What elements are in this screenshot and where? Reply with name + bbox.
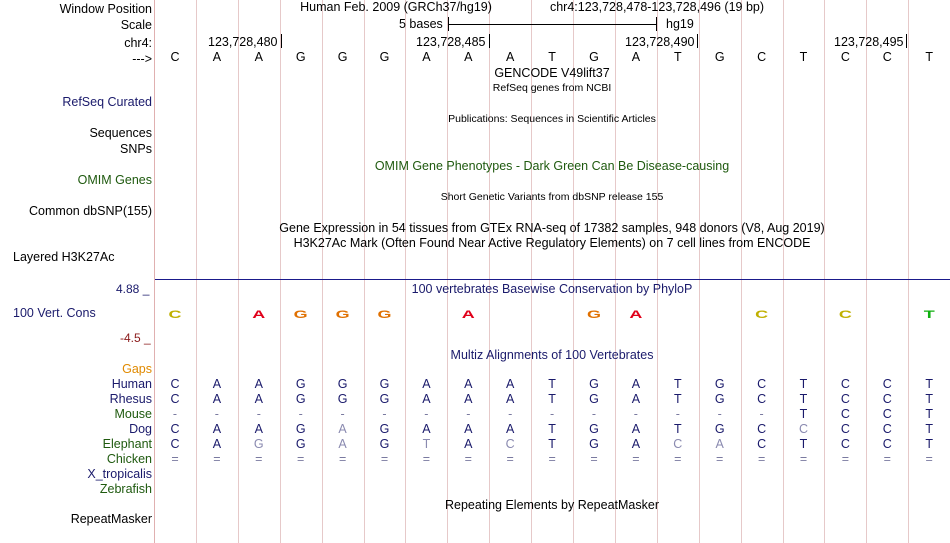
alignment-base: A <box>254 392 263 406</box>
sequences-label[interactable]: Sequences <box>89 126 152 140</box>
alignment-base: A <box>254 377 263 391</box>
ruler-tick-4 <box>906 34 907 48</box>
publications-track-title[interactable]: Publications: Sequences in Scientific Articles <box>448 113 656 125</box>
alignment-base: T <box>422 437 431 451</box>
assembly-text: Human Feb. 2009 (GRCh37/hg19) <box>300 0 492 14</box>
logo-letter: A <box>461 308 475 321</box>
scale-bar-left-tick <box>448 17 449 31</box>
alignment-base: A <box>212 437 222 451</box>
logo-letter: G <box>586 308 602 321</box>
alignment-base: C <box>170 392 180 406</box>
alignment-base: C <box>840 437 850 451</box>
alignment-base: T <box>673 392 682 406</box>
alignment-base: - <box>214 407 219 421</box>
window-position-label: Window Position <box>59 2 152 16</box>
grid-line <box>783 0 784 543</box>
alignment-base: = <box>464 452 472 466</box>
alignment-base: C <box>798 422 809 436</box>
logo-letter: T <box>923 308 935 321</box>
alignment-base: A <box>422 392 431 406</box>
alignment-base: G <box>379 392 390 406</box>
alignment-base: G <box>379 422 390 436</box>
alignment-base: - <box>675 407 680 421</box>
alignment-base: G <box>379 377 390 391</box>
alignment-base: G <box>337 377 348 391</box>
alignment-base: T <box>925 437 934 451</box>
alignment-base: C <box>170 377 180 391</box>
grid-line <box>238 0 239 543</box>
alignment-base: G <box>379 437 390 451</box>
alignment-base: G <box>295 437 306 451</box>
logo-letter: A <box>629 308 643 321</box>
alignment-base: = <box>757 452 766 466</box>
alignment-base: A <box>631 422 641 436</box>
base-letter: G <box>337 50 348 64</box>
grid-line <box>447 0 448 543</box>
alignment-base: C <box>757 422 767 436</box>
cons-max-label: 4.88 _ <box>116 282 150 296</box>
grid-line <box>824 0 825 543</box>
chrom-label: chr4: <box>124 36 152 50</box>
alignment-base: C <box>505 437 515 451</box>
alignment-base: T <box>799 437 808 451</box>
alignment-base: C <box>757 392 767 406</box>
alignment-base: G <box>714 422 725 436</box>
ruler-label-3: 123,728,490 <box>625 35 695 49</box>
track-left-border <box>154 0 155 543</box>
alignment-base: A <box>631 377 641 391</box>
alignment-base: G <box>589 377 599 391</box>
base-letter: T <box>799 50 808 64</box>
gencode-track-title[interactable]: GENCODE V49lift37 <box>494 66 610 80</box>
alignment-base: = <box>171 452 179 466</box>
logo-letter: G <box>335 308 350 321</box>
conservation-separator <box>155 279 950 280</box>
alignment-base: = <box>925 452 933 466</box>
alignment-base: = <box>548 452 556 466</box>
alignment-base: A <box>254 422 263 436</box>
species-label[interactable]: Dog <box>129 422 152 436</box>
logo-letter: C <box>755 308 769 321</box>
alignment-base: A <box>464 437 473 451</box>
alignment-base: C <box>757 377 767 391</box>
alignment-base: G <box>714 377 725 391</box>
alignment-base: T <box>799 392 808 406</box>
alignment-base: G <box>295 377 306 391</box>
alignment-base: G <box>295 392 306 406</box>
alignment-base: C <box>840 407 850 421</box>
grid-line <box>615 0 616 543</box>
position-text: chr4:123,728,478-123,728,496 (19 bp) <box>549 0 765 14</box>
grid-line <box>866 0 867 543</box>
species-label[interactable]: Zebrafish <box>99 482 152 496</box>
alignment-base: G <box>714 392 725 406</box>
base-letter: G <box>589 50 599 64</box>
alignment-base: T <box>673 422 682 436</box>
alignment-base: = <box>590 452 598 466</box>
alignment-base: T <box>548 377 556 391</box>
alignment-base: T <box>799 377 808 391</box>
species-label[interactable]: Chicken <box>106 452 152 466</box>
alignment-base: = <box>380 452 389 466</box>
base-letter: A <box>464 50 473 64</box>
grid-line <box>196 0 197 543</box>
alignment-base: C <box>882 407 892 421</box>
multiz-track-title[interactable]: Multiz Alignments of 100 Vertebrates <box>450 348 654 362</box>
grid-line <box>280 0 281 543</box>
alignment-base: T <box>548 437 556 451</box>
base-letter: C <box>757 50 767 64</box>
alignment-base: T <box>799 407 808 421</box>
cons-min-label: -4.5 _ <box>120 331 151 345</box>
alignment-base: A <box>212 377 222 391</box>
alignment-base: T <box>548 422 556 436</box>
alignment-base: = <box>716 452 724 466</box>
common-dbsnp-label[interactable]: Common dbSNP(155) <box>29 204 152 218</box>
alignment-base: - <box>298 407 303 421</box>
logo-letter: G <box>293 308 308 321</box>
db-text: hg19 <box>666 17 694 31</box>
alignment-base: = <box>841 452 850 466</box>
alignment-base: A <box>715 437 724 451</box>
grid-line <box>741 0 742 543</box>
scale-label: Scale <box>120 18 152 32</box>
alignment-base: A <box>422 422 431 436</box>
alignment-base: C <box>840 422 850 436</box>
grid-line <box>322 0 323 543</box>
alignment-base: C <box>882 422 892 436</box>
alignment-base: A <box>631 437 641 451</box>
alignment-base: A <box>212 422 222 436</box>
layered-h3k27ac-label[interactable]: Layered H3K27Ac <box>13 250 115 264</box>
base-letter: C <box>170 50 180 64</box>
alignment-base: T <box>925 377 934 391</box>
grid-line <box>908 0 909 543</box>
species-label[interactable]: Rhesus <box>109 392 152 406</box>
species-label[interactable]: Mouse <box>114 407 152 421</box>
logo-letter: G <box>377 308 392 321</box>
alignment-base: T <box>925 407 934 421</box>
alignment-base: C <box>170 422 180 436</box>
alignment-base: G <box>589 437 599 451</box>
alignment-base: = <box>297 452 305 466</box>
snps-label[interactable]: SNPs <box>120 142 152 156</box>
alignment-base: A <box>506 392 515 406</box>
base-letter: T <box>673 50 682 64</box>
alignment-base: C <box>673 437 683 451</box>
alignment-base: = <box>674 452 682 466</box>
alignment-base: G <box>295 422 306 436</box>
alignment-base: A <box>464 377 473 391</box>
alignment-base: C <box>170 437 180 451</box>
base-letter: A <box>506 50 515 64</box>
ruler-label-4: 123,728,495 <box>834 35 904 49</box>
base-letter: G <box>714 50 725 64</box>
grid-line <box>699 0 700 543</box>
gaps-label[interactable]: Gaps <box>122 362 152 376</box>
refseq-curated-label[interactable]: RefSeq Curated <box>62 95 152 109</box>
repeatmasker-track-title[interactable]: Repeating Elements by RepeatMasker <box>444 498 660 512</box>
alignment-base: = <box>422 452 431 466</box>
ruler-tick-2 <box>489 34 490 48</box>
alignment-base: A <box>338 422 347 436</box>
h3k27ac-track-title[interactable]: H3K27Ac Mark (Often Found Near Active Regulatory Elements) on 7 cell lines from ENCODE <box>293 236 811 250</box>
logo-letter: C <box>168 308 182 321</box>
alignment-base: C <box>840 377 850 391</box>
alignment-base: - <box>340 407 345 421</box>
grid-line <box>405 0 406 543</box>
base-letter: A <box>254 50 263 64</box>
scale-bases-text: 5 bases <box>399 17 443 31</box>
base-letter: T <box>548 50 556 64</box>
scale-bar-right-tick <box>656 17 657 31</box>
alignment-base: - <box>382 407 387 421</box>
species-label[interactable]: X_tropicalis <box>87 467 152 481</box>
alignment-base: - <box>717 407 722 421</box>
base-letter: A <box>212 50 222 64</box>
base-letter: C <box>840 50 850 64</box>
gtex-track-title[interactable]: Gene Expression in 54 tissues from GTEx RNA-seq of 17382 samples, 948 donors (V8, Aug 2019) <box>279 221 825 235</box>
alignment-base: - <box>172 407 178 421</box>
ruler-tick-1 <box>281 34 282 48</box>
scale-bar <box>448 24 656 25</box>
omim-track-title[interactable]: OMIM Gene Phenotypes - Dark Green Can Be Disease-causing <box>374 159 730 173</box>
alignment-base: G <box>589 422 599 436</box>
alignment-base: C <box>882 377 892 391</box>
alignment-base: T <box>925 422 934 436</box>
alignment-base: A <box>506 422 515 436</box>
grid-line <box>657 0 658 543</box>
alignment-base: A <box>422 377 431 391</box>
alignment-base: - <box>466 407 471 421</box>
base-letter: G <box>379 50 390 64</box>
alignment-base: A <box>338 437 347 451</box>
dbsnp-track-title[interactable]: Short Genetic Variants from dbSNP release 155 <box>440 191 664 203</box>
omim-genes-label[interactable]: OMIM Genes <box>77 173 152 187</box>
alignment-base: T <box>548 392 556 406</box>
alignment-base: - <box>256 407 261 421</box>
alignment-base: = <box>213 452 221 466</box>
alignment-base: - <box>633 407 638 421</box>
base-letter: C <box>882 50 892 64</box>
alignment-base: C <box>882 392 892 406</box>
refseq-track-title[interactable]: RefSeq genes from NCBI <box>492 82 612 94</box>
ruler-tick-3 <box>697 34 698 48</box>
alignment-base: C <box>757 437 767 451</box>
species-label[interactable]: Human <box>111 377 152 391</box>
alignment-base: G <box>337 392 348 406</box>
ruler-label-2: 123,728,485 <box>416 35 486 49</box>
alignment-base: T <box>673 377 682 391</box>
vert-cons-label[interactable]: 100 Vert. Cons <box>13 306 96 320</box>
alignment-base: - <box>424 407 429 421</box>
grid-line <box>364 0 365 543</box>
grid-line <box>489 0 490 543</box>
phylop-track-title[interactable]: 100 vertebrates Basewise Conservation by PhyloP <box>411 282 693 296</box>
alignment-base: C <box>882 437 892 451</box>
alignment-base: G <box>589 392 599 406</box>
alignment-base: C <box>840 392 850 406</box>
alignment-base: = <box>799 452 808 466</box>
species-label[interactable]: Elephant <box>102 437 152 451</box>
alignment-base: A <box>506 377 515 391</box>
base-letter: A <box>422 50 431 64</box>
alignment-base: A <box>464 392 473 406</box>
alignment-base: A <box>464 422 473 436</box>
alignment-base: A <box>631 392 641 406</box>
alignment-base: A <box>212 392 222 406</box>
repeatmasker-label[interactable]: RepeatMasker <box>70 512 152 526</box>
alignment-base: - <box>508 407 513 421</box>
base-letter: G <box>295 50 306 64</box>
ruler-label-1: 123,728,480 <box>208 35 278 49</box>
base-letter: T <box>925 50 934 64</box>
alignment-base: = <box>883 452 891 466</box>
logo-letter: A <box>252 308 266 321</box>
alignment-base: = <box>255 452 263 466</box>
logo-letter: C <box>838 308 852 321</box>
alignment-base: T <box>925 392 934 406</box>
alignment-base: G <box>253 437 264 451</box>
alignment-base: - <box>550 407 555 421</box>
base-letter: A <box>631 50 641 64</box>
alignment-base: = <box>506 452 514 466</box>
alignment-base: = <box>632 452 640 466</box>
alignment-base: - <box>591 407 597 421</box>
alignment-base: = <box>338 452 347 466</box>
alignment-base: - <box>759 407 764 421</box>
strand-toggle[interactable]: ---> <box>132 52 152 66</box>
